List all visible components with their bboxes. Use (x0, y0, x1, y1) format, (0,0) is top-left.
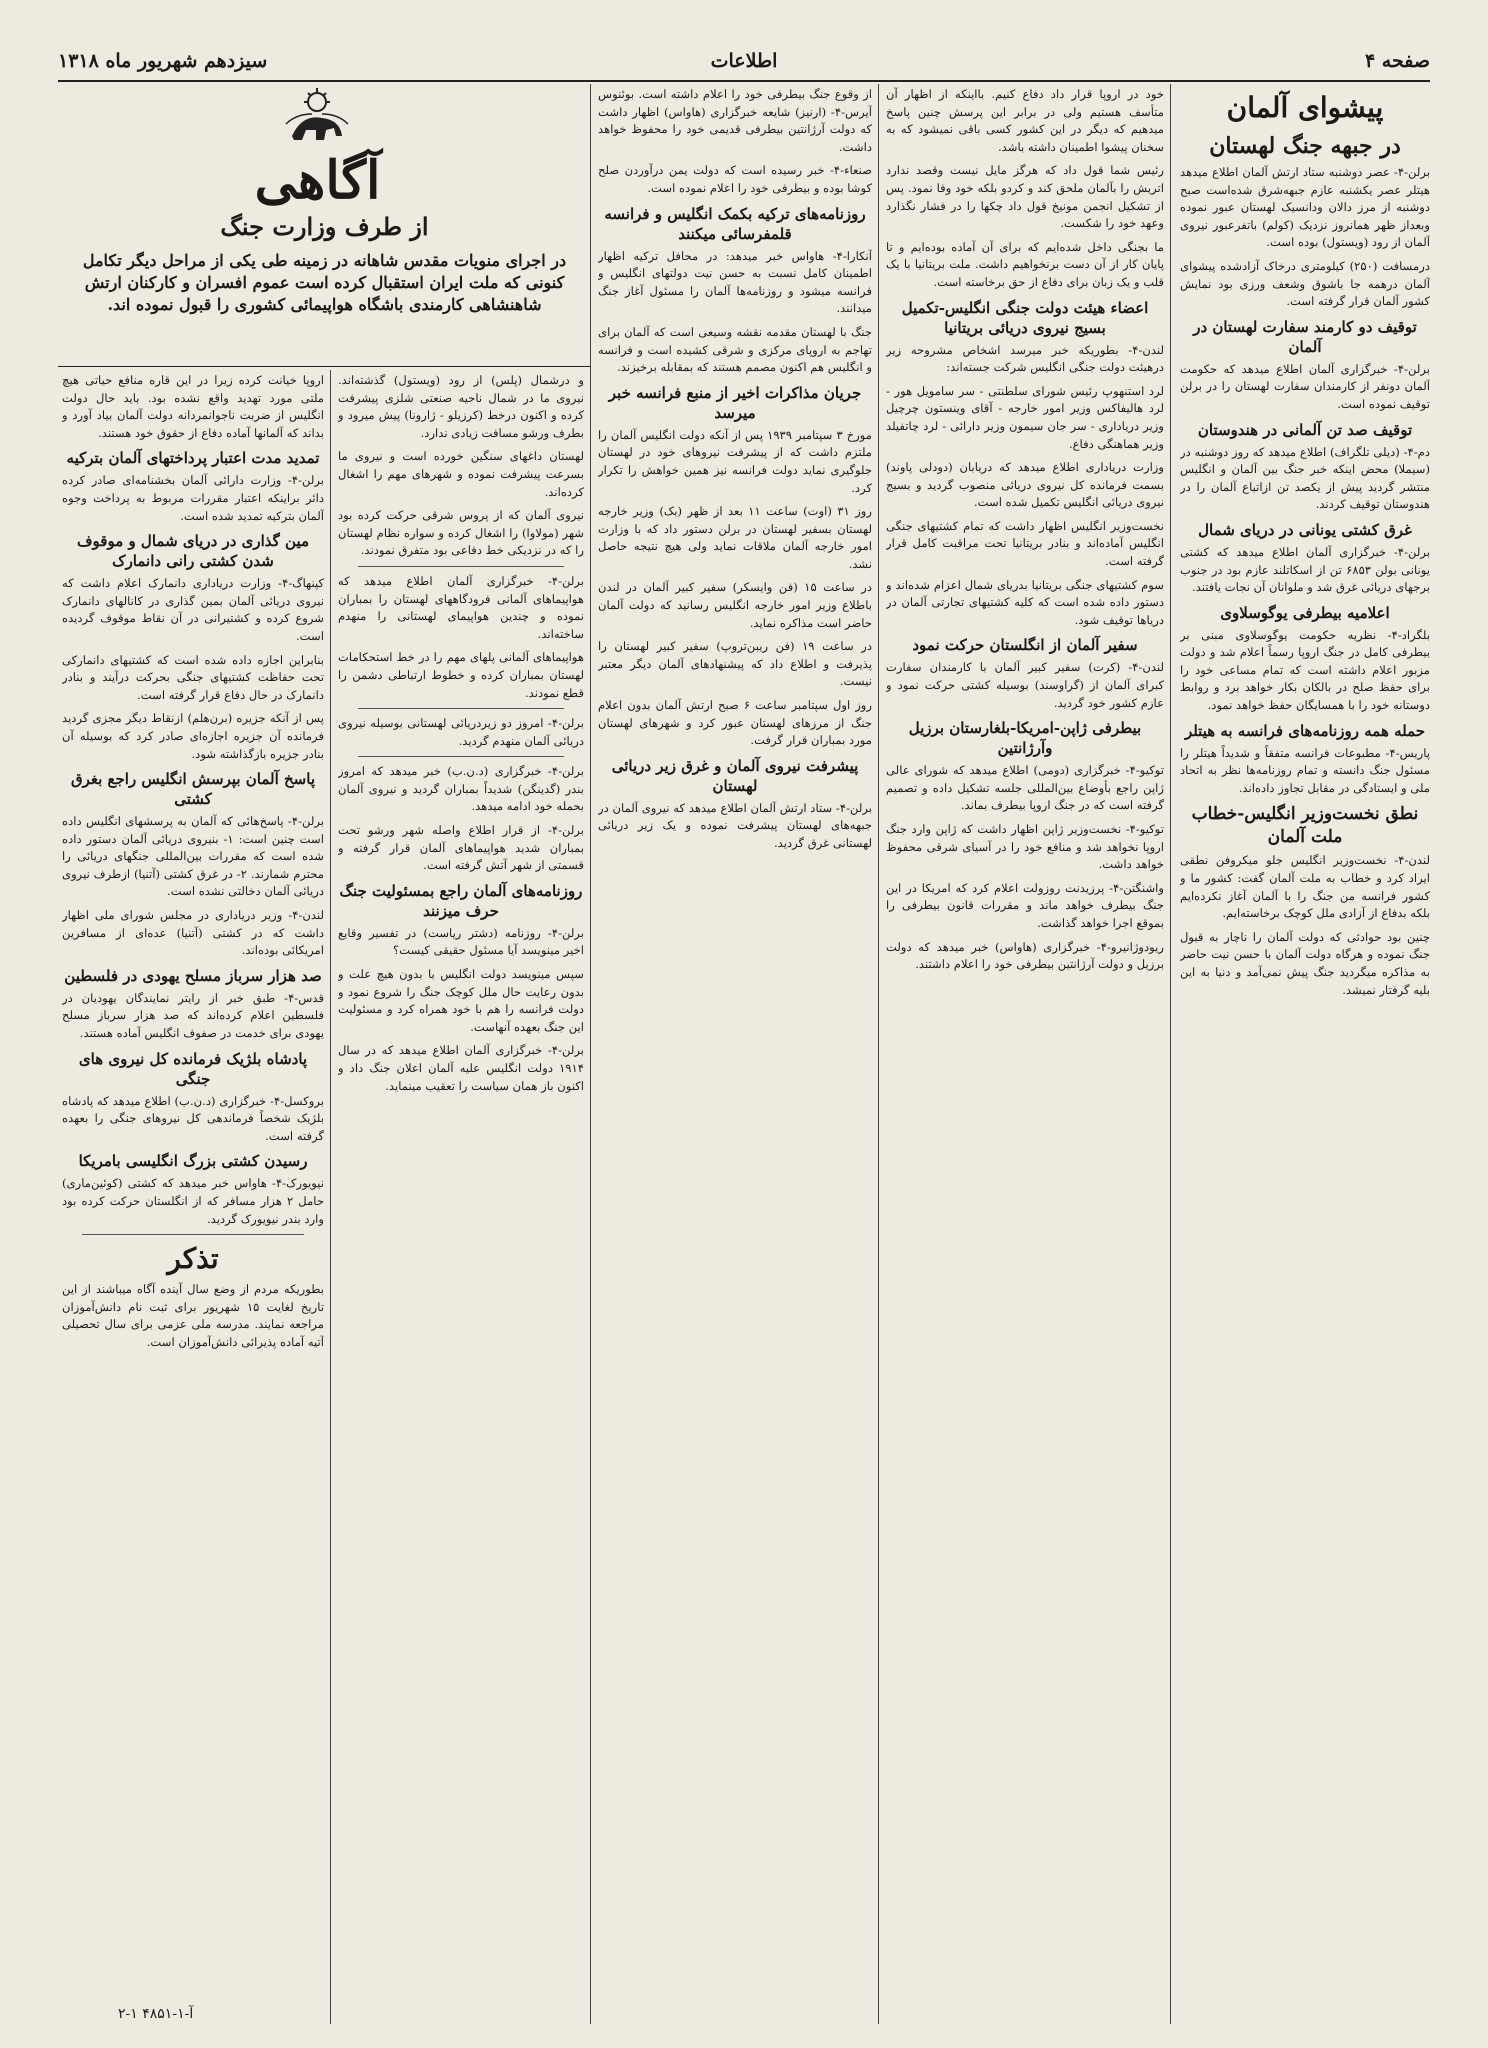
article-text: خود در اروپا قرار داد دفاع کنیم. بااینکه از اظهار آن متأسف هستیم ولی در برابر این پرسش چنین پاسخ میدهیم که دیگر در این کشور کسی باقی نمیشود که به سخنان پیشوا اطمینان داشته باشد. (886, 87, 1164, 154)
article-text: در ساعت ۱۹ (فن ریبن‌تروپ) سفیر کبیر لهستان را پذیرفت و اطلاع داد که پیشنهادهای آلمان دیگر معتبر نیست. (598, 639, 872, 689)
article-text: برلن-۴- خبرگزاری آلمان اطلاع میدهد که حکومت آلمان دونفر از کارمندان سفارت لهستان را در برلن توقیف نموده است. (1180, 361, 1430, 411)
article-text: چنین بود حوادثی که دولت آلمان را ناچار به قبول جنگ نموده و هرگاه دولت آلمان با حسن نیت حاضر به مذاکره میگردید جنگ پیش نمی‌آمد و دنیا به این بلیه گرفتار نمیشد. (1180, 929, 1430, 997)
article-text: جنگ با لهستان مقدمه نقشه وسیعی است که آلمان برای تهاجم به اروپای مرکزی و شرقی کشیده است و فرانسه و انگلیس هم اکنون مصمم هستند که بمقابله برخیزند. (598, 324, 872, 375)
article-text: واشنگتن-۴- پرزیدنت روزولت اعلام کرد که امریکا در این جنگ بیطرف خواهد ماند و مقررات قانون بیطرفی را بموقع اجرا خواهد گذاشت. (886, 880, 1164, 930)
article-text: نخست‌وزیر انگلیس اظهار داشت که تمام کشتیهای جنگی انگلیس آماده‌اند و بنادر بریتانیا تحت مراقبت کامل قرار گرفته است. (886, 518, 1164, 569)
headline: پاسخ آلمان بپرسش انگلیس راجع بغرق کشتی (70, 770, 315, 809)
headline: حمله همه روزنامه‌های فرانسه به هیتلر (1184, 721, 1426, 740)
article-text: لندن-۴- (کرت) سفیر کبیر آلمان با کارمندان سفارت کبرای آلمان از (گراوسند) بوسیله کشتی حرکت نمود و عازم کشور خود گردید. (886, 660, 1164, 710)
article-text: مورخ ۳ سپتامبر ۱۹۳۹ پس از آنکه دولت انگلیس آلمان را ملتزم داشت که از پیشرفت نیروهای خود در لهستان جلوگیری نماید دولت فرانسه نیز همین خواهش را تکرار کرد. (598, 427, 872, 495)
article-text: پس از آنکه جزیره (برن‌هلم) ازنقاط دیگر مجزی گردید فرمانده آن جزیره اجازه‌ای صادر کرد که بوسیله آن بنادر جزیره بازگذاشته شود. (62, 711, 324, 761)
page-number: صفحه ۴ (1364, 50, 1430, 72)
article-text: برلن-۴- وزارت دارائی آلمان بخشنامه‌ای صادر کرده دائر براینکه اعتبار مقررات مربوط به پرداخت وجوه آلمان بترکیه تمدید شده است. (62, 473, 324, 523)
article-text: درمسافت (۲۵۰) کیلومتری درخاک آزادشده پیشوای آلمان درهمه جا باشوق وشعف ورزی بود نمایش کشور آلمان قرار گرفته است. (1180, 258, 1430, 309)
column-divider (590, 84, 591, 2024)
headline: اعلامیه بیطرفی یوگوسلاوی (1220, 603, 1390, 622)
article-text: رئیس شما قول داد که هرگز مایل نیست وقصد ندارد اتریش را بآلمان ملحق کند و کردو بلکه خود وفا نمود. پس از تشکیل انجمن مونیخ قول داد چکها را در فشار نگذارد وعهد خود را شکست. (886, 163, 1164, 231)
article-text: وزارت دریاداری اطلاع میدهد که دریابان (دودلی پاوند) بسمت فرمانده کل نیروی دریائی منصوب گردید و بسیج نیروی دریائی انگلیس تکمیل شده است. (886, 460, 1164, 510)
headline: نطق نخست‌وزیر انگلیس-خطاب ملت آلمان (1191, 804, 1419, 848)
headline: جریان مذاکرات اخیر از منبع فرانسه خبر میرسد (608, 383, 862, 422)
article-text: نیروی آلمان که از پروس شرقی حرکت کرده بود شهر (مولاوا) را اشغال کرده و سواره نظام لهستان را که در نزدیکی خط دفاعی بود متفرق نمودند. (338, 508, 584, 558)
article-text: روز ۳۱ (اوت) ساعت ۱۱ بعد از ظهر (بک) وزیر خارجه لهستان بسفیر لهستان در برلن دستور داد که با وزارت امور خارجه آلمان ملاقات نماید ولی هیچ نتیجه حاصل نشد. (598, 504, 872, 571)
lion-and-sun-emblem (282, 84, 352, 150)
headline-jebhe: در جبهه جنگ لهستان (1209, 133, 1401, 159)
column-divider (330, 370, 331, 2024)
article-text: نیویورک-۴- هاواس خبر میدهد که کشتی (کوئین‌ماری) حامل ۲ هزار مسافر که از انگلستان حرکت کرده بود وارد بندر نیویورک گردید. (62, 1176, 324, 1226)
column-divider (1170, 84, 1171, 2024)
article-text: ما بجنگی داخل شده‌ایم که برای آن آماده بوده‌ایم و تا پایان کار از آن دست برنخواهیم داشت. ملت بریتانیا با یک قلب و یک زبان برای دفاع از حق برخاسته است. (886, 239, 1164, 289)
headline: سفیر آلمان از انگلستان حرکت نمود (912, 636, 1138, 655)
headline: روزنامه‌های آلمان راجع بمسئولیت جنگ حرف میزنند (339, 881, 583, 920)
notice-rule (58, 366, 590, 367)
article-text: بلگراد-۴- نظریه حکومت یوگوسلاوی مبنی بر بیطرفی کامل در جنگ اروپا رسماً اعلام شد و دولت مزبور اعلام داشته است که تمام مساعی خود را برای حفظ صلح در بالکان بکار خواهد برد و روابط دوستانه خود را با همسایگان حفظ خواهد نمود. (1180, 627, 1430, 713)
article-text: بروکسل-۴- خبرگزاری (د.ن.ب) اطلاع میدهد که پادشاه بلژیک شخصاً فرماندهی کل نیروهای جنگی را بعهده گرفته است. (62, 1093, 324, 1143)
column-mid3 (338, 372, 584, 2016)
headline: مین گذاری در دریای شمال و موقوف شدن کشتی رانی دانمارک (76, 532, 310, 571)
notice-title: آگاهی (254, 150, 381, 211)
column-mid2 (598, 86, 872, 2016)
section-divider (358, 756, 564, 757)
headline-pishva: پیشوای آلمان (1226, 91, 1384, 124)
ad-code: آ-۱-۴۸۵۱ ۱-۲ (118, 2006, 194, 2022)
article-text: برلن-۴- امروز دو زیردریائی لهستانی بوسیله نیروی دریائی آلمان منهدم گردید. (338, 716, 584, 748)
headline: غرق کشتی یونانی در دریای شمال (1198, 520, 1412, 539)
headline: روزنامه‌های ترکیه بکمک انگلیس و فرانسه قلمفرسائی میکنند (604, 204, 866, 243)
article-text: از وقوع جنگ بیطرفی خود را اعلام داشته است. بوئنوس آیرس-۴- (ارنیز) شایعه خبرگزاری (هاواس) اظهار داشت که دولت آرژانتین بیطرفی قدیمی خود را محفوظ خواهد داشت. (598, 87, 872, 154)
paper-name: اطلاعات (710, 50, 778, 72)
article-text: بطوریکه مردم از وضع سال آینده آگاه میباشند از این تاریخ لغایت ۱۵ شهریور برای ثبت نام دانش‌آموزان مراجعه نمایند. مدرسه ملی عزمی برای سال تحصیلی آتیه آماده پذیرائی دانش‌آموزان است. (62, 1282, 324, 1349)
article-text: دم-۴- (دیلی تلگراف) اطلاع میدهد که روز دوشنبه در (سیملا) محض اینکه خبر جنگ بین آلمان و انگلیس منتشر گردید پیش از یکصد تن ازاتباع آلمان را در هندوستان توقیف کردند. (1180, 444, 1430, 512)
article-text: توکیو-۴- خبرگزاری (دومی) اطلاع میدهد که شورای عالی ژاپن راجع بأوضاع بین‌المللی جلسه تشکیل داده و تصمیم گرفته است که در جنگ اروپا بیطرف بماند. (886, 763, 1164, 813)
article-text: و درشمال (پلس) از رود (ویستول) گذشته‌اند. نیروی ما در شمال ناحیه صنعتی شلزی پیشرفت کرده و اکنون درخط (کرزیلو - ژارونا) پیش میرود و بطرف ورشو مسافت زیادی ندارد. (338, 373, 584, 440)
column-right (1180, 86, 1430, 2016)
page-header (58, 50, 1430, 82)
article-text: روز اول سپتامبر ساعت ۶ صبح ارتش آلمان بدون اعلام جنگ از مرزهای لهستان عبور کرد و شهرهای لهستان مورد بمباران قرار گرفت. (598, 698, 872, 748)
article-text: برلن-۴- خبرگزاری آلمان اطلاع میدهد که کشتی یونانی بولن ۶۸۵۳ تن از اسکاتلند عازم بود در جنوب برجهای دریائی غرق شد و ملوانان آن نجات یافتند. (1180, 544, 1430, 595)
column-divider (878, 84, 879, 2024)
headline: صد هزار سرباز مسلح یهودی در فلسطین (64, 966, 322, 985)
column-left (62, 372, 324, 2002)
article-text: لندن-۴- نخست‌وزیر انگلیس جلو میکروفن نطقی ایراد کرد و خطاب به ملت آلمان گفت: کشور ما و کشور فرانسه من جنگ را با آلمان آغاز نکرده‌ایم بلکه بدفاع از آزادی ملل کوچک برخاسته‌ایم. (1180, 853, 1430, 921)
article-text: لندن-۴- بطوریکه خبر میرسد اشخاص مشروحه زیر درهیئت دولت جنگی انگلیس شرکت جسته‌اند: (886, 342, 1164, 375)
headline: پیشرفت نیروی آلمان و غرق زیر دریائی لهستان (611, 756, 859, 795)
article-text: هواپیماهای آلمانی پلهای مهم را در خط استحکامات لهستان بمباران کرده و خطوط ارتباطی دشمن را قطع نمودند. (338, 650, 584, 700)
article-text: برلن-۴- عصر دوشنبه ستاد ارتش آلمان اطلاع میدهد هیتلر عصر یکشنبه عازم جبهه‌شرق شده‌است صبح دوشنبه از مرز دالان ودانسیک لهستان عبور نموده وبعداز ظهر همانروز نزدیک (کولم) باتفرعبور نیروی آلمان از رود (ویستول) بوده است. (1180, 165, 1430, 250)
article-text: برلن-۴- روزنامه (دشتر ریاست) در تفسیر وقایع اخیر مینویسد آیا مسئول حقیقی کیست؟ (338, 925, 584, 958)
article-text: لندن-۴- وزیر دریاداری در مجلس شورای ملی اظهار داشت که در کشتی (آتنیا) عده‌ای از مسافرین امریکائی بوده‌اند. (62, 908, 324, 958)
headline: پادشاه بلژیک فرمانده کل نیروی های جنگی (78, 1049, 308, 1088)
article-text: سپس مینویسد دولت انگلیس با بدون هیچ علت و بدون رعایت حال ملل کوچک جنگ را شروع نمود و دولت فرانسه را هم با خود همراه کرد و مسئولیت این جنگ بعهده آنهاست. (338, 967, 584, 1034)
article-text: در ساعت ۱۵ (فن وایسکر) سفیر کبیر آلمان در لندن باطلاع وزیر امور خارجه انگلیس رسانید که دولت آلمان حاضر است مذاکره نماید. (598, 580, 872, 630)
headline: رسیدن کشتی بزرگ انگلیسی بامریکا (78, 1152, 308, 1171)
article-text: برلن-۴- خبرگزاری (د.ن.ب) خبر میدهد که امروز بندر (گدینگن) شدیداً بمباران گردید و نیروی آلمان بحمله خود ادامه میدهد. (338, 764, 584, 814)
article-text: برلن-۴- خبرگزاری آلمان اطلاع میدهد که هواپیماهای آلمانی فرودگاههای لهستان را بمباران نموده و چندین هواپیمای لهستانی را منهدم ساخته‌اند. (338, 573, 584, 641)
section-divider (82, 1234, 304, 1235)
article-text: قدس-۴- طبق خبر از رایتر نمایندگان یهودیان در فلسطین اعلام کرده‌اند که صد هزار سرباز مسلح یهودی برای خدمت در صفوف انگلیس آماده هستند. (62, 990, 324, 1041)
article-text: پاریس-۴- مطبوعات فرانسه متفقاً و شدیداً هیتلر را مسئول جنگ دانسته و تمام روزنامه‌ها نظر به اتحاد ملی و ایستادگی در مقابل تجاوز داده‌اند. (1180, 745, 1430, 795)
notice-subtitle: از طرف وزارت جنگ (220, 212, 429, 241)
notice-body: در اجرای منویات مقدس شاهانه در زمینه طی یکی از مراحل دیگر تکامل کنونی که ملت ایران استقبال کرده است عموم افسران و کارکنان ارتش شاهنشاهی کارمندی باشگاه هواپیمائی کشوری را قبول نموده اند. (82, 251, 567, 314)
column-mid1 (886, 86, 1164, 2016)
article-text: ریودوژانیرو-۴- خبرگزاری (هاواس) خبر میدهد که دولت برزیل و دولت آرژانتین بیطرفی خود را اعلام داشتند. (886, 939, 1164, 972)
article-text: اروپا خیانت کرده زیرا در این قاره منافع حیاتی هیچ ملتی مورد تهدید واقع نشده بود. باید حال دولت انگلیس از ضربت ناجوانمردانه دولت آلمان بیاد آورد و بداند که آلمانها آماده دفاع از حقوق خود هستند. (62, 373, 324, 440)
article-text: آنکارا-۴- هاواس خبر میدهد: در محافل ترکیه اظهار اطمینان کامل نسبت به حسن نیت دولتهای انگلیس و فرانسه میشود و روزنامه‌ها آلمان را مسئول آغاز جنگ میدانند. (598, 248, 872, 316)
section-divider (358, 566, 564, 567)
issue-date: سیزدهم شهریور ماه ۱۳۱۸ (58, 50, 268, 72)
headline: بیطرفی ژاپن-امریکا-بلغارستان برزیل وآرژانتین (908, 719, 1142, 758)
section-divider (358, 708, 564, 709)
article-text: لرد استنهوپ رئیس شورای سلطنتی - سر سامویل هور - لرد هالیفاکس وزیر امور خارجه - آقای وینستون چرچیل وزیر دریاداری - سر جان سیمون وزیر دارائی - لرد چاتفیلد وزیر هماهنگی دفاع. (886, 383, 1164, 451)
article-text: لهستان داغهای سنگین خورده است و نیروی ما بسرعت پیشرفت نموده و شهرهای مهم را اشغال کرده‌اند. (338, 449, 584, 499)
header-rule (58, 80, 1430, 82)
headline-tazakor: تذکر (167, 1242, 219, 1276)
article-text: کپنهاگ-۴- وزارت دریاداری دانمارک اعلام داشت که نیروی دریائی آلمان بمین گذاری در کانالهای دانمارک شروع کرده و کشتیرانی در آن نقاط موقوف گردیده است. (62, 576, 324, 643)
headline: تمدید مدت اعتبار پرداختهای آلمان بترکیه (66, 449, 320, 468)
article-text: صنعاء-۴- خبر رسیده است که دولت یمن درآوردن صلح کوشا بوده و بیطرفی خود را اعلام نموده است. (598, 163, 872, 195)
article-text: سوم کشتیهای جنگی بریتانیا بدریای شمال اعزام شده‌اند و دستور داده شده است که کلیه کشتیهای تجارتی آلمان در دریاها توقیف شود. (886, 577, 1164, 627)
headline: توقیف دو کارمند سفارت لهستان در آلمان (1193, 317, 1417, 356)
article-text: برلن-۴- از قرار اطلاع واصله شهر ورشو تحت بمباران شدید هواپیماهای آلمان قرار گرفته و قسمتی از شهر آتش گرفته است. (338, 823, 584, 873)
article-text: برلن-۴- پاسخ‌هائی که آلمان به پرسشهای انگلیس داده است چنین است: ۱- بنیروی دریائی آلمان دستور داده شده است که مقررات بین‌المللی جنگهای دریائی را محترم شمارند. ۲- در غرق کشتی (آتنیا) ازطرف نیروی دریائی آلمان دخالتی نشده است. (62, 814, 324, 899)
article-text: برلن-۴- خبرگزاری آلمان اطلاع میدهد که در سال ۱۹۱۴ دولت انگلیس علیه آلمان اعلان جنگ داد و اکنون باز همان سیاست را تعقیب مینماید. (338, 1043, 584, 1093)
article-text: برلن-۴- ستاد ارتش آلمان اطلاع میدهد که نیروی آلمان در جبهه‌های لهستان پیشرفت نموده و یک زیر دریائی لهستانی غرق گردید. (598, 800, 872, 850)
article-text: توکیو-۴- نخست‌وزیر ژاپن اظهار داشت که ژاپن وارد جنگ اروپا نخواهد شد و منافع خود را در آسیای شرقی محفوظ خواهد داشت. (886, 822, 1164, 872)
headline: اعضاء هیئت دولت جنگی انگلیس-تکمیل بسیج نیروی دریائی بریتانیا (901, 298, 1149, 337)
article-text: بنابراین اجازه داده شده است که کشتیهای دانمارکی تحت حفاظت کشتیهای جنگی بحرکت درآیند و بنادر دانمارک در حال دفاع قرار گرفته است. (62, 652, 324, 702)
headline: توقیف صد تن آلمانی در هندوستان (1197, 420, 1413, 439)
